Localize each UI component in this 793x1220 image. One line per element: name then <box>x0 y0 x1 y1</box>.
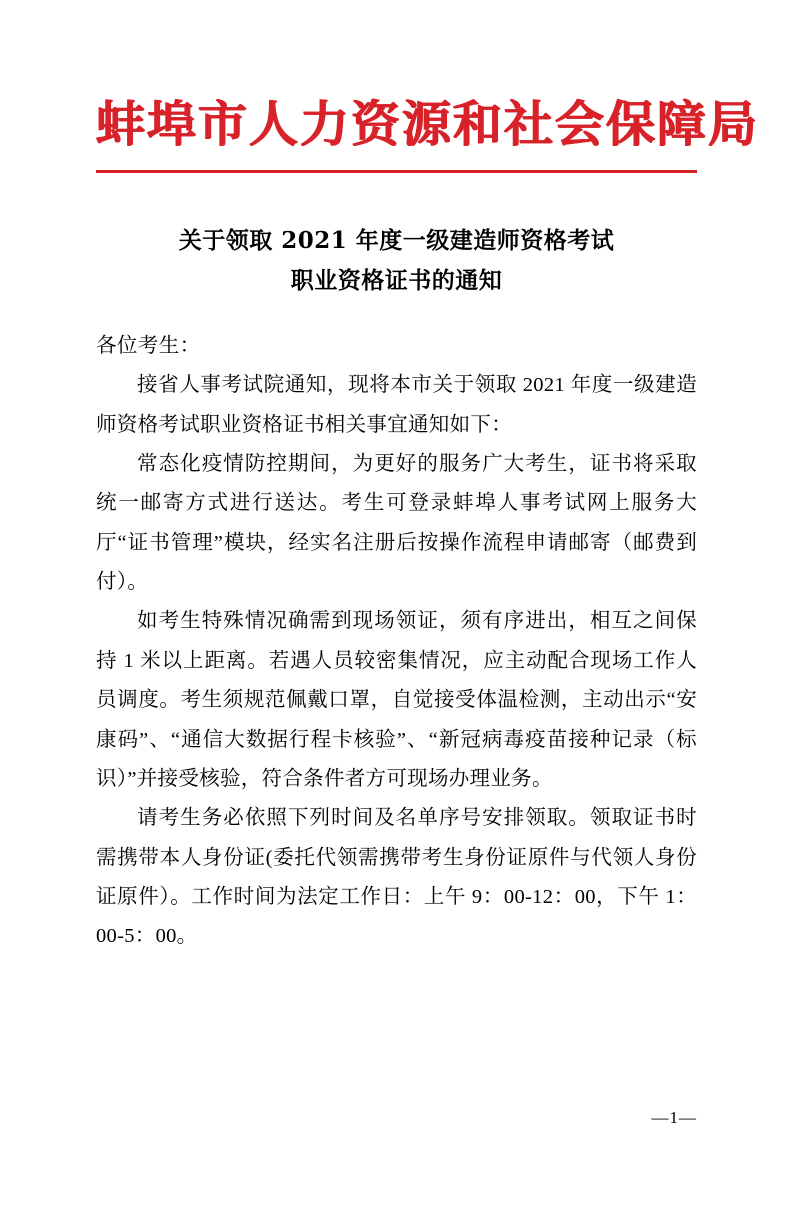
document-paragraph-3: 如考生特殊情况确需到现场领证，须有序进出，相互之间保持 1 米以上距离。若遇人员较密集情况，应主动配合现场工作人员调度。考生须规范佩戴口罩，自觉接受体温检测，主动出示“安康码”、“通信大数据行程卡核验”、“新冠病毒疫苗接种记录（标识）”并接受核验，符合条件者方可现场办理业务。 <box>96 610 697 790</box>
document-page <box>0 95 793 1220</box>
page-number: —1— <box>651 1108 697 1127</box>
document-salutation: 各位考生： <box>96 335 201 358</box>
document-paragraph-1: 接省人事考试院通知，现将本市关于领取 2021 年度一级建造师资格考试职业资格证书相关事宜通知如下： <box>96 374 697 436</box>
document-title-line-2: 职业资格证书的通知 <box>290 267 503 295</box>
document-title-line-1: 关于领取 2021 年度一级建造师资格考试 <box>178 226 615 254</box>
document-title <box>96 221 697 302</box>
document-masthead: 蚌埠市人力资源和社会保障局 <box>96 95 760 153</box>
document-paragraph-4: 请考生务必依照下列时间及名单序号安排领取。领取证书时需携带本人身份证(委托代领需携带考生身份证原件与代领人身份证原件）。工作时间为法定工作日：上午 9：00-12：00，下午 1：00-5：00。 <box>96 807 697 948</box>
masthead-rule <box>96 170 697 173</box>
document-paragraph-2: 常态化疫情防控期间，为更好的服务广大考生，证书将采取统一邮寄方式进行送达。考生可登录蚌埠人事考试网上服务大厅“证书管理”模块，经实名注册后按操作流程申请邮寄（邮费到付）。 <box>96 453 697 594</box>
